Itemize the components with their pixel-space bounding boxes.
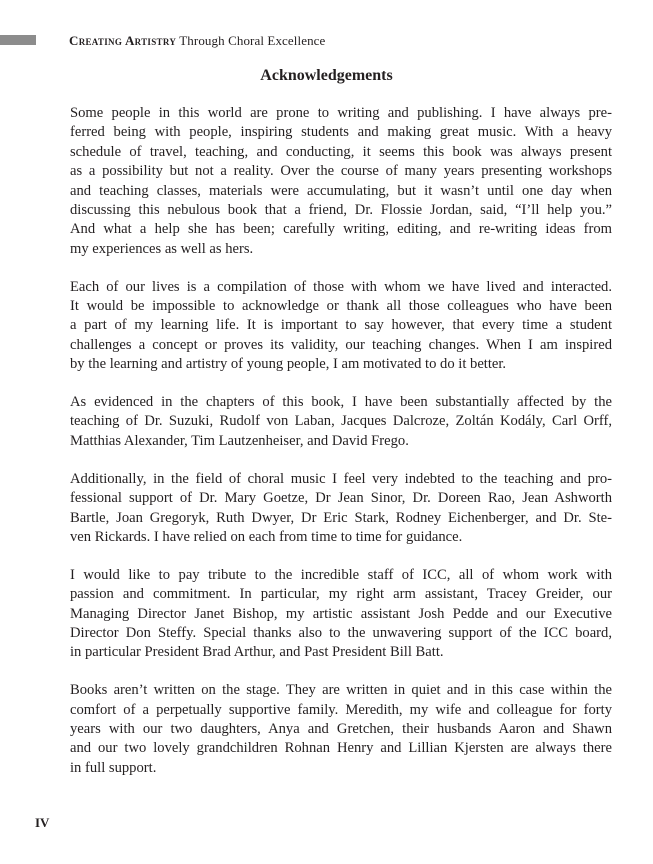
text-line: as a possibility but not a reality. Over the course of many years presenting workshops	[70, 163, 612, 180]
page-number: IV	[35, 815, 50, 830]
paragraph	[70, 104, 612, 259]
paragraph	[70, 393, 612, 451]
running-head	[69, 33, 325, 49]
text-line: in particular President Brad Arthur, and Past President Bill Batt.	[70, 644, 444, 661]
paragraph	[70, 566, 612, 663]
running-head-book-title-smallcaps: Creating Artistry	[69, 33, 177, 48]
paragraph	[70, 278, 612, 375]
text-line: and our two lovely grandchildren Rohnan Henry and Lillian Kjersten are always there	[70, 740, 612, 757]
text-line: my experiences as well as hers.	[70, 240, 254, 257]
text-line: teaching of Dr. Suzuki, Rudolf von Laban, Jacques Dalcroze, Zoltán Kodály, Carl Orff,	[70, 413, 612, 430]
text-line: Additionally, in the field of choral music I feel very indebted to the teaching and pro-	[70, 470, 612, 487]
text-line: schedule of travel, teaching, and conducting, it seems this book was always present	[70, 143, 612, 160]
text-line: ferred being with people, inspiring students and making great music. With a heavy	[70, 124, 612, 141]
text-line: Bartle, Joan Gregoryk, Ruth Dwyer, Dr Eric Stark, Rodney Eichenberger, and Dr. Ste-	[70, 509, 612, 526]
text-line: Some people in this world are prone to writing and publishing. I have always pre-	[70, 105, 612, 121]
text-line: and teaching classes, materials were accumulating, but it wasn’t until one day when	[70, 182, 612, 199]
running-head-book-title-rest: Through Choral Excellence	[176, 33, 326, 48]
paragraph	[70, 681, 612, 778]
text-line: years with our two daughters, Anya and Gretchen, their husbands Aaron and Shawn	[70, 721, 612, 738]
body-text	[70, 104, 612, 797]
text-line: Books aren’t written on the stage. They are written in quiet and in this case within the	[70, 682, 612, 699]
text-line: Each of our lives is a compilation of those with whom we have lived and interacted.	[70, 278, 612, 295]
text-line: fessional support of Dr. Mary Goetze, Dr Jean Sinor, Dr. Doreen Rao, Jean Ashworth	[70, 490, 612, 507]
text-line: It would be impossible to acknowledge or thank all those colleagues who have been	[70, 298, 612, 315]
text-line: by the learning and artistry of young people, I am motivated to do it better.	[70, 356, 507, 373]
paragraph	[70, 470, 612, 548]
text-line: in full support.	[70, 759, 157, 776]
header-decorative-bar	[0, 35, 36, 45]
text-line: passion and commitment. In particular, my right arm assistant, Tracey Greider, our	[70, 586, 612, 603]
page-title: Acknowledgements	[260, 67, 393, 84]
text-line: Matthias Alexander, Tim Lautzenheiser, and David Frego.	[70, 432, 409, 449]
text-line: And what a help she has been; carefully writing, editing, and re-writing ideas from	[70, 221, 612, 238]
text-line: discussing this nebulous book that a friend, Dr. Flossie Jordan, said, “I’ll help you.”	[70, 201, 612, 218]
text-line: Director Don Steffy. Special thanks also to the unwavering support of the ICC board,	[70, 624, 612, 641]
text-line: I would like to pay tribute to the incredible staff of ICC, all of whom work with	[70, 566, 612, 583]
text-line: comfort of a perpetually supportive family. Meredith, my wife and colleague for forty	[70, 701, 612, 718]
text-line: ven Rickards. I have relied on each from time to time for guidance.	[70, 528, 463, 545]
text-line: a part of my learning life. It is important to say however, that every time a student	[70, 317, 612, 334]
text-line: challenges a concept or proves its validity, our teaching changes. When I am inspired	[70, 336, 612, 353]
text-line: Managing Director Janet Bishop, my artistic assistant Josh Pedde and our Executive	[70, 605, 612, 622]
text-line: As evidenced in the chapters of this book, I have been substantially affected by the	[70, 394, 612, 411]
